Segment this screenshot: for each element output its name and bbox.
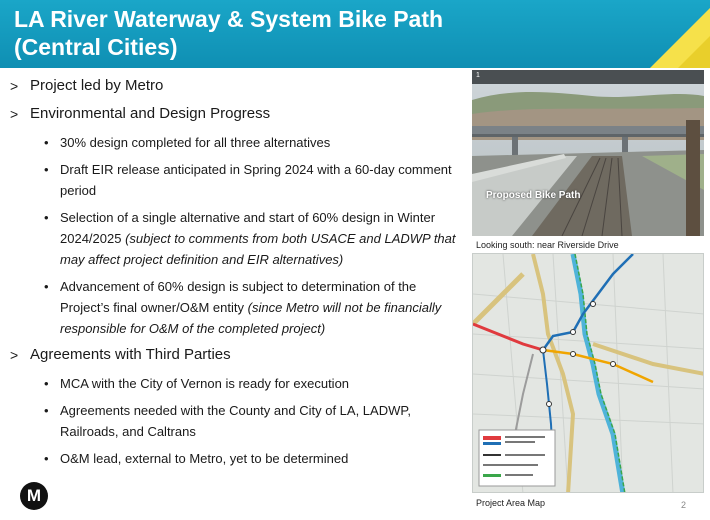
metro-logo: [20, 482, 48, 510]
map-illustration: [473, 254, 704, 493]
subbullet-dot: •: [44, 135, 49, 150]
photo-caption: Looking south: near Riverside Drive: [476, 240, 619, 250]
bullet-text: Project led by Metro: [30, 77, 164, 94]
subbullet-mca: [10, 373, 468, 394]
photo-number: 1: [476, 72, 480, 79]
title-line-1: LA River Waterway & System Bike Path: [14, 6, 444, 32]
title-line-2: (Central Cities): [14, 34, 178, 60]
subbullet-dot: •: [44, 451, 49, 466]
subbullet-draft-eir: [10, 159, 468, 201]
subbullet-text: Draft EIR release anticipated in Spring 2024 with a 60-day comment period: [60, 162, 452, 198]
subbullet-dot: •: [44, 376, 49, 391]
subbullet-text: Advancement of 60% design is subject to determination of the Project’s final owner/O&M entity: [60, 279, 417, 315]
bullet-marker: >: [10, 106, 19, 122]
subbullet-agreements-needed: [10, 400, 468, 442]
subbullet-dot: •: [44, 210, 49, 225]
subbullet-design-30: [10, 132, 468, 153]
bullet-project-led: [10, 76, 468, 96]
subbullet-text: O&M lead, external to Metro, yet to be determined: [60, 451, 349, 466]
slide-title: [14, 5, 574, 61]
header-accent-graphic: [590, 0, 710, 68]
map-caption: Project Area Map: [476, 498, 546, 508]
subbullet-italic-note: (since Metro will not be financially responsible for O&M of the completed project): [60, 300, 442, 336]
subbullet-dot: •: [44, 403, 49, 418]
metro-logo-letter: M: [26, 486, 42, 505]
subbullet-text: 30% design completed for all three alternatives: [60, 135, 331, 150]
subbullet-text: MCA with the City of Vernon is ready for execution: [60, 376, 350, 391]
bullet-marker: >: [10, 347, 19, 363]
slide-header: [0, 0, 710, 68]
subbullet-om-lead: [10, 448, 468, 469]
photo-illustration: [472, 70, 704, 236]
subbullet-advancement: [10, 276, 468, 339]
project-area-map: [472, 253, 704, 493]
subbullet-dot: •: [44, 279, 49, 294]
subbullet-dot: •: [44, 162, 49, 177]
bullet-agreements: [10, 345, 468, 365]
subbullet-text: Agreements needed with the County and City of LA, LADWP, Railroads, and Caltrans: [60, 403, 411, 439]
bike-path-photo: [472, 70, 704, 236]
slide-content: [10, 76, 468, 475]
bullet-text: Agreements with Third Parties: [30, 346, 231, 363]
subbullet-text: Selection of a single alternative and start of 60% design in Winter 2024/2025: [60, 210, 436, 246]
subbullet-selection: [10, 207, 468, 270]
bullet-env-design: [10, 104, 468, 124]
bullet-marker: >: [10, 78, 19, 94]
page-number: 2: [681, 500, 687, 510]
subbullet-italic-note: (subject to comments from both USACE and LADWP that may affect project definition and EIR alternatives): [60, 231, 456, 267]
photo-overlay-label: Proposed Bike Path: [486, 190, 581, 201]
bullet-text: Environmental and Design Progress: [30, 105, 271, 122]
